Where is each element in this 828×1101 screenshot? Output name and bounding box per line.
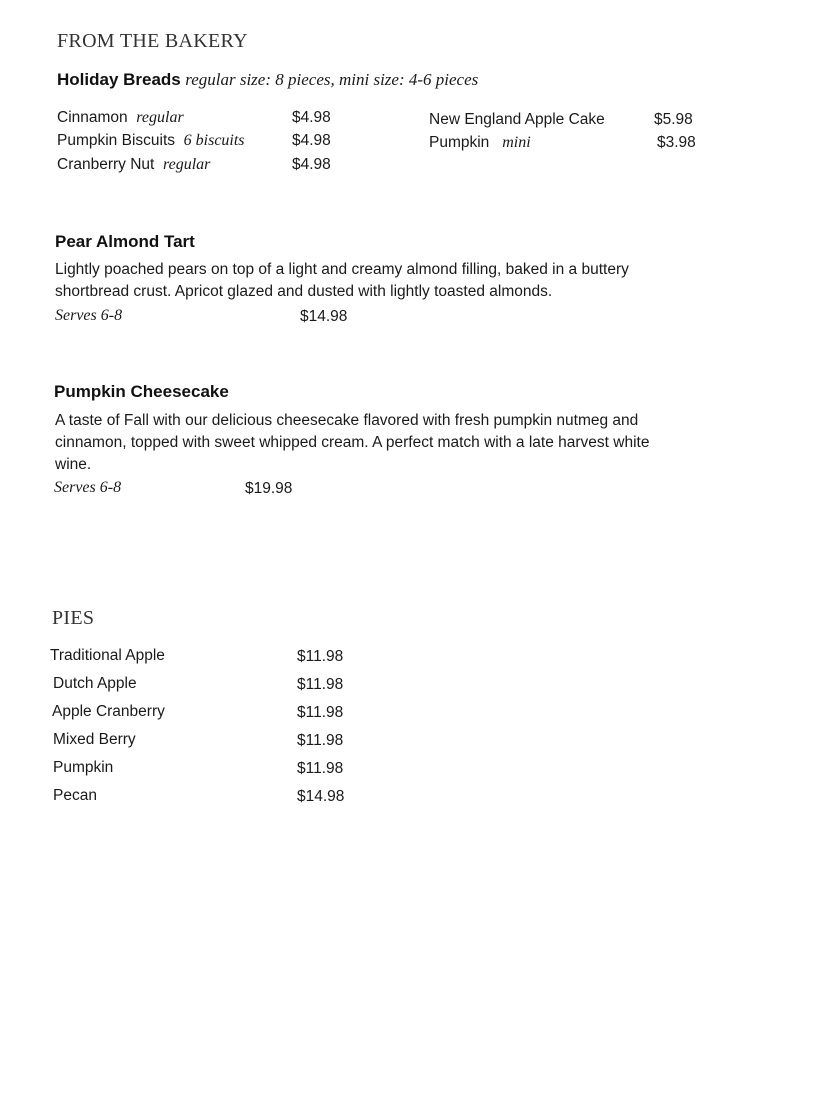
item-qualifier: 6 biscuits [183, 132, 245, 149]
pie-item-name: Mixed Berry [53, 731, 136, 748]
pear-almond-tart-title: Pear Almond Tart [55, 232, 195, 251]
pumpkin-cheesecake-price: $19.98 [245, 480, 293, 497]
pie-item-name: Dutch Apple [53, 675, 137, 692]
pear-almond-tart-price: $14.98 [300, 308, 348, 325]
pear-almond-tart-description: Lightly poached pears on top of a light and creamy almond filling, baked in a buttery shortbread crust. Apricot glazed and dusted with lightly toasted almonds. [55, 261, 629, 300]
menu-item-new-england-apple-cake [429, 111, 605, 129]
item-price: $4.98 [292, 132, 331, 149]
holiday-breads-size-note: regular size: 8 pieces, mini size: 4-6 pieces [185, 70, 479, 89]
pie-item-price: $11.98 [297, 676, 344, 693]
menu-item-cinnamon [57, 109, 184, 127]
pie-item-name: Traditional Apple [50, 647, 165, 664]
pear-almond-tart-serves: Serves 6-8 [55, 307, 123, 324]
item-qualifier: regular [162, 156, 211, 173]
menu-item-pumpkin-biscuits [57, 132, 245, 150]
pie-item-name: Pumpkin [53, 759, 114, 776]
pumpkin-cheesecake-title: Pumpkin Cheesecake [54, 382, 229, 401]
pumpkin-cheesecake-description: A taste of Fall with our delicious cheesecake flavored with fresh pumpkin nutmeg and cinnamon, topped with sweet whipped cream. A perfect match with a late harvest white wine. [55, 412, 650, 473]
pie-item-name: Apple Cranberry [52, 703, 165, 720]
pie-item-price: $11.98 [297, 648, 344, 665]
pies-heading: PIES [52, 607, 95, 629]
pie-item-price: $11.98 [297, 760, 344, 777]
item-name: New England Apple Cake [429, 111, 605, 128]
pie-item-price: $14.98 [297, 788, 345, 805]
item-price: $4.98 [292, 156, 331, 173]
item-price: $3.98 [657, 134, 696, 151]
item-qualifier: regular [136, 109, 184, 126]
bakery-heading: FROM THE BAKERY [57, 30, 248, 52]
pie-item-name: Pecan [53, 787, 97, 804]
item-name: Cinnamon [57, 109, 128, 126]
item-name: Pumpkin [429, 134, 490, 151]
menu-item-pumpkin-mini [429, 134, 531, 152]
item-price: $5.98 [654, 111, 693, 128]
pie-item-price: $11.98 [297, 732, 344, 749]
item-price: $4.98 [292, 109, 331, 126]
pumpkin-cheesecake-serves: Serves 6-8 [54, 479, 122, 496]
item-name: Cranberry Nut [57, 156, 155, 173]
holiday-breads-header [57, 70, 478, 90]
holiday-breads-title: Holiday Breads [57, 70, 181, 89]
pie-item-price: $11.98 [297, 704, 344, 721]
item-qualifier: mini [502, 134, 531, 151]
item-name: Pumpkin Biscuits [57, 132, 176, 149]
menu-item-cranberry-nut [57, 156, 210, 174]
